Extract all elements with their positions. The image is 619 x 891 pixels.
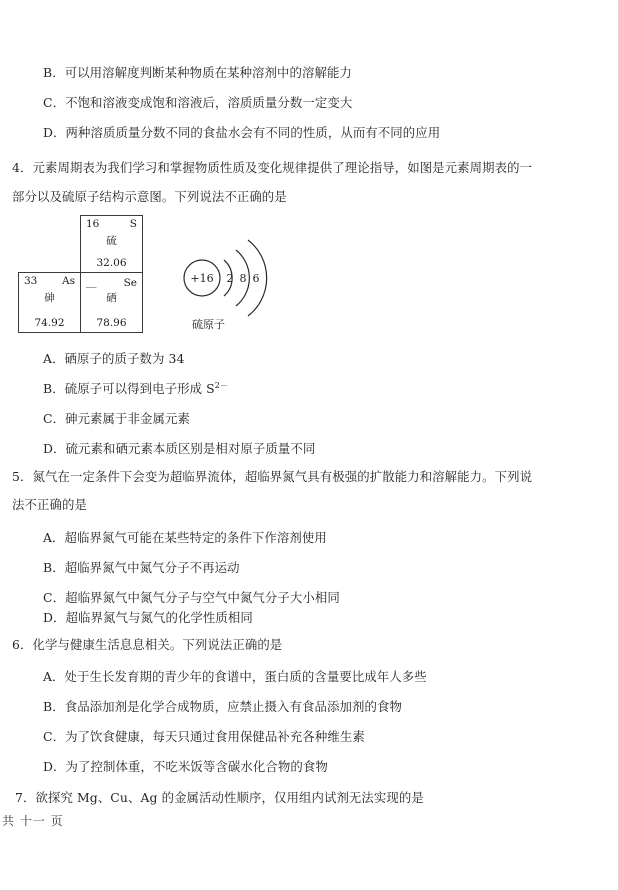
shell-electron-count-2: 8	[239, 272, 247, 285]
option-text: 处于生长发育期的青少年的食谱中，蛋白质的含量要比成年人多些	[64, 669, 427, 684]
shell-electron-count-3: 6	[252, 272, 260, 285]
atomic-number: 16	[86, 218, 100, 230]
option-text: 硫元素和硒元素本质区别是相对原子质量不同	[65, 441, 316, 456]
option-line	[43, 531, 327, 545]
atomic-mass: 32.06	[96, 257, 127, 269]
cell-header	[24, 275, 75, 287]
option-label: C．	[43, 411, 66, 426]
option-label: D．	[43, 441, 66, 456]
option-text: 砷元素属于非金属元素	[65, 411, 190, 426]
option-label: D．	[43, 125, 66, 140]
periodic-table-figure	[18, 215, 143, 333]
question-stem-text: 化学与健康生活息息相关。下列说法正确的是	[32, 637, 283, 652]
option-label: A．	[43, 530, 65, 545]
question-stem-text: 欲探究 Mg、Cu、Ag 的金属活动性顺序，仅用组内试剂无法实现的是	[35, 790, 424, 805]
option-line	[43, 760, 328, 774]
atomic-mass: 74.92	[34, 317, 65, 329]
option-text: 超临界氮气中氮气分子不再运动	[64, 560, 240, 575]
periodic-cell-sulfur	[80, 215, 143, 273]
page-footer: 共 十一 页	[2, 814, 64, 828]
option-line	[43, 442, 315, 456]
option-text: 超临界氮气中氮气分子与空气中氮气分子大小相同	[65, 590, 340, 605]
element-symbol: S	[129, 218, 137, 230]
option-line	[43, 352, 184, 366]
option-line	[43, 611, 253, 625]
option-label: D．	[43, 759, 66, 774]
option-line	[43, 382, 228, 396]
question-stem	[12, 161, 532, 175]
option-label: A．	[43, 351, 65, 366]
option-label: C．	[43, 95, 66, 110]
option-text: 超临界氮气与氮气的化学性质相同	[65, 610, 253, 625]
option-line	[43, 96, 352, 110]
option-text: 硫原子可以得到电子形成 S	[64, 381, 215, 396]
question-stem	[15, 791, 424, 805]
option-line	[43, 66, 352, 80]
ion-charge-superscript: 2－	[214, 380, 229, 390]
element-symbol: As	[62, 275, 75, 287]
atom-structure-figure	[178, 238, 298, 338]
option-text: 为了饮食健康，每天只通过食用保健品补充各种维生素	[65, 729, 365, 744]
option-line	[43, 561, 240, 575]
element-chinese-name: 硫	[106, 235, 117, 247]
cell-header	[86, 218, 137, 230]
atomic-number: 33	[24, 275, 38, 287]
question-stem-text: 部分以及硫原子结构示意图。下列说法不正确的是	[12, 189, 287, 204]
periodic-cell-arsenic	[18, 272, 81, 333]
atomic-number-blank: ＿	[86, 277, 97, 289]
option-line	[43, 730, 365, 744]
question-stem	[12, 638, 282, 652]
option-text: 为了控制体重，不吃米饭等含碳水化合物的食物	[65, 759, 328, 774]
option-label: A．	[43, 669, 65, 684]
shell-electron-count-1: 2	[226, 272, 234, 285]
option-text: 超临界氮气可能在某些特定的条件下作溶剂使用	[64, 530, 327, 545]
atomic-mass: 78.96	[96, 317, 127, 329]
option-label: B．	[43, 381, 65, 396]
option-line	[43, 412, 190, 426]
option-text: 可以用溶解度判断某种物质在某种溶剂中的溶解能力	[64, 65, 352, 80]
question-number: 4．	[12, 160, 33, 175]
question-stem-text: 法不正确的是	[12, 497, 87, 512]
option-label: D．	[43, 610, 66, 625]
option-label: C．	[43, 590, 66, 605]
question-stem-continuation	[12, 498, 87, 512]
option-text: 两种溶质质量分数不同的食盐水会有不同的性质，从而有不同的应用	[65, 125, 441, 140]
element-symbol: Se	[123, 277, 137, 289]
nucleus-charge-label: +16	[190, 272, 214, 285]
option-label: B．	[43, 560, 65, 575]
question-stem-continuation	[12, 190, 287, 204]
atom-caption: 硫原子	[192, 318, 225, 331]
question-stem-text: 氮气在一定条件下会变为超临界流体，超临界氮气具有极强的扩散能力和溶解能力。下列说	[32, 469, 533, 484]
question-stem-text: 元素周期表为我们学习和掌握物质性质及变化规律提供了理论指导，如图是元素周期表的一	[32, 160, 533, 175]
question-number: 6．	[12, 637, 33, 652]
option-line	[43, 700, 402, 714]
question-number: 5．	[12, 469, 33, 484]
periodic-cell-selenium	[80, 272, 143, 333]
option-line	[43, 591, 340, 605]
element-chinese-name: 硒	[106, 292, 117, 304]
option-label: B．	[43, 65, 65, 80]
question-stem	[12, 470, 532, 484]
option-text: 食品添加剂是化学合成物质，应禁止摄入有食品添加剂的食物	[64, 699, 402, 714]
option-text: 硒原子的质子数为 34	[64, 351, 185, 366]
question-number: 7．	[15, 790, 36, 805]
option-line	[43, 126, 440, 140]
cell-header	[86, 275, 137, 290]
option-label: B．	[43, 699, 65, 714]
option-label: C．	[43, 729, 66, 744]
option-line	[43, 670, 427, 684]
option-text: 不饱和溶液变成饱和溶液后，溶质质量分数一定变大	[65, 95, 353, 110]
element-chinese-name: 砷	[44, 292, 55, 304]
